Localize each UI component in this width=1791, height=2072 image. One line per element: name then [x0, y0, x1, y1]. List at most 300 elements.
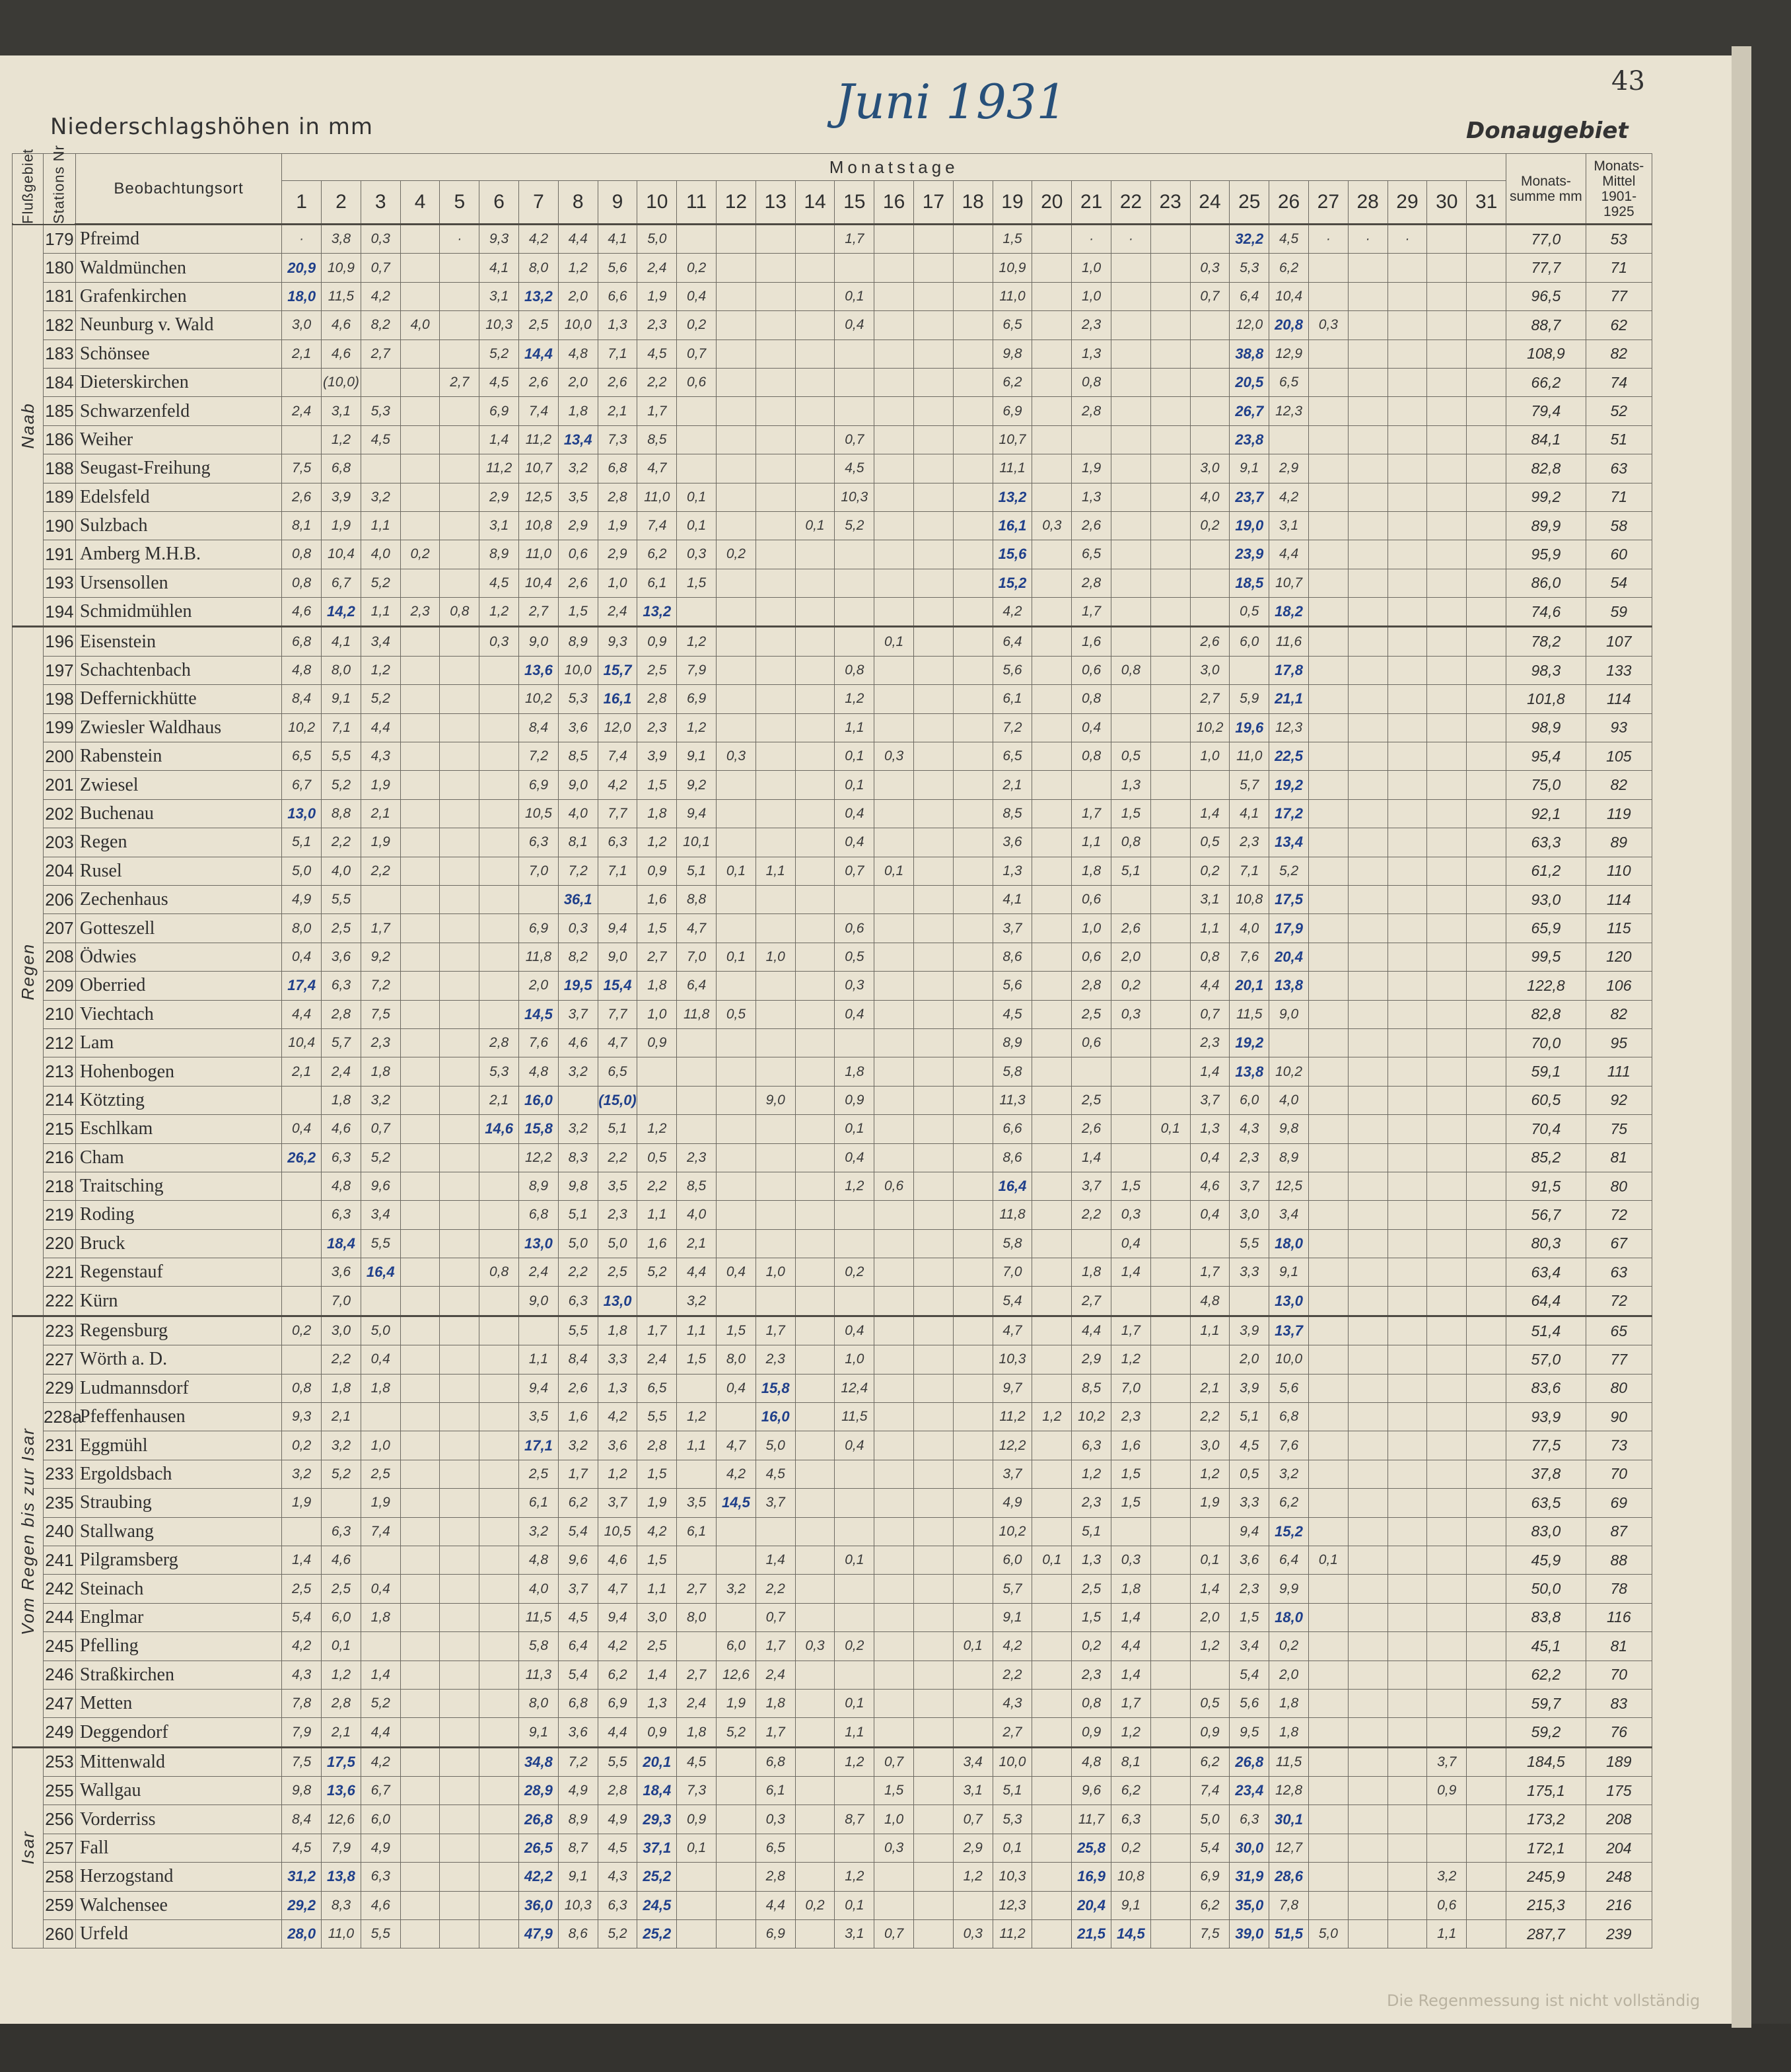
- daily-value: 1,0: [637, 1000, 677, 1028]
- daily-value: [1387, 425, 1427, 454]
- daily-value: [914, 857, 954, 885]
- daily-value: [440, 1229, 479, 1258]
- daily-value: 10,0: [1269, 1345, 1309, 1374]
- daily-value: [874, 943, 914, 971]
- station-name: Ödwies: [75, 943, 281, 971]
- daily-value: [1032, 972, 1072, 1000]
- daily-value: [874, 339, 914, 368]
- daily-value: 11,8: [677, 1000, 717, 1028]
- daily-value: [755, 511, 795, 540]
- daily-value: [1427, 254, 1467, 282]
- daily-value: 6,2: [1111, 1777, 1150, 1805]
- daily-value: 9,4: [598, 914, 637, 943]
- daily-value: [874, 282, 914, 310]
- station-number: 197: [43, 656, 75, 684]
- daily-value: [1032, 885, 1072, 913]
- daily-value: [1150, 685, 1190, 713]
- station-name: Edelsfeld: [75, 483, 281, 511]
- daily-value: [1467, 1546, 1506, 1574]
- daily-value: [1032, 1143, 1072, 1172]
- daily-value: 4,7: [677, 914, 717, 943]
- daily-value: [440, 425, 479, 454]
- daily-value: 12,8: [1269, 1777, 1309, 1805]
- daily-value: 4,5: [479, 368, 519, 396]
- monthly-mean: 111: [1586, 1057, 1652, 1086]
- daily-value: [953, 627, 993, 656]
- daily-value: 5,2: [637, 1258, 677, 1287]
- daily-value: [1348, 1086, 1387, 1114]
- daily-value: [1467, 311, 1506, 339]
- daily-value: [1230, 656, 1269, 684]
- daily-value: 7,6: [1269, 1431, 1309, 1460]
- daily-value: [1032, 771, 1072, 799]
- daily-value: [479, 1689, 519, 1717]
- daily-value: 0,1: [1190, 1546, 1230, 1574]
- daily-value: 0,3: [558, 914, 598, 943]
- table-row: [13, 1747, 1652, 1776]
- daily-value: [1308, 656, 1348, 684]
- daily-value: [400, 254, 440, 282]
- daily-value: 6,7: [322, 569, 361, 597]
- daily-value: 3,2: [519, 1517, 559, 1546]
- station-number: 199: [43, 713, 75, 742]
- daily-value: 1,9: [1072, 454, 1111, 483]
- daily-value: [1427, 397, 1467, 425]
- monthly-sum: 95,9: [1506, 540, 1586, 569]
- daily-value: 4,0: [400, 311, 440, 339]
- daily-value: 6,4: [1230, 282, 1269, 310]
- daily-value: 1,5: [993, 225, 1032, 254]
- daily-value: [755, 1057, 795, 1086]
- daily-value: [1032, 1431, 1072, 1460]
- daily-value: [400, 1201, 440, 1229]
- daily-value: 10,8: [1111, 1863, 1150, 1891]
- daily-value: [1427, 225, 1467, 254]
- daily-value: [1308, 1143, 1348, 1172]
- daily-value: 1,5: [1111, 1460, 1150, 1488]
- daily-value: [914, 1000, 954, 1028]
- daily-value: 6,9: [1190, 1863, 1230, 1891]
- daily-value: [361, 454, 400, 483]
- daily-value: [953, 1403, 993, 1431]
- monthly-sum: 83,6: [1506, 1374, 1586, 1402]
- daily-value: [755, 742, 795, 771]
- table-row: [13, 1632, 1652, 1661]
- daily-value: [1348, 1747, 1387, 1776]
- daily-value: [795, 1143, 835, 1172]
- daily-value: 3,6: [598, 1431, 637, 1460]
- daily-value: 14,6: [479, 1115, 519, 1143]
- daily-value: [440, 1834, 479, 1862]
- table-row: [13, 1057, 1652, 1086]
- daily-value: [1467, 1258, 1506, 1287]
- daily-value: 0,1: [835, 1891, 874, 1919]
- daily-value: 7,5: [282, 1747, 322, 1776]
- daily-value: [1308, 1689, 1348, 1717]
- daily-value: [795, 713, 835, 742]
- daily-value: [1032, 1632, 1072, 1661]
- daily-value: [400, 972, 440, 1000]
- daily-value: 3,4: [953, 1747, 993, 1776]
- daily-value: 0,7: [755, 1603, 795, 1631]
- daily-value: 10,2: [519, 685, 559, 713]
- daily-value: 6,8: [1269, 1403, 1309, 1431]
- daily-value: [835, 1603, 874, 1631]
- daily-value: 16,0: [519, 1086, 559, 1114]
- station-number: 214: [43, 1086, 75, 1114]
- station-number: 253: [43, 1747, 75, 1776]
- daily-value: [400, 1517, 440, 1546]
- daily-value: 6,5: [1072, 540, 1111, 569]
- daily-value: 4,6: [322, 1115, 361, 1143]
- daily-value: [953, 1431, 993, 1460]
- daily-value: 3,5: [519, 1403, 559, 1431]
- header-station-no: Stations Nr: [43, 154, 75, 225]
- daily-value: [795, 368, 835, 396]
- daily-value: [874, 1718, 914, 1747]
- daily-value: (10,0): [322, 368, 361, 396]
- daily-value: [479, 685, 519, 713]
- station-name: Eisenstein: [75, 627, 281, 656]
- daily-value: [1348, 828, 1387, 857]
- header-day: 22: [1111, 181, 1150, 225]
- table-row: [13, 1316, 1652, 1345]
- daily-value: [400, 397, 440, 425]
- daily-value: 1,6: [637, 885, 677, 913]
- daily-value: 3,2: [361, 483, 400, 511]
- daily-value: [795, 1805, 835, 1834]
- monthly-sum: 59,7: [1506, 1689, 1586, 1717]
- daily-value: [1032, 656, 1072, 684]
- daily-value: 5,2: [322, 1460, 361, 1488]
- daily-value: [835, 1229, 874, 1258]
- daily-value: [953, 742, 993, 771]
- table-row: [13, 972, 1652, 1000]
- daily-value: [479, 1632, 519, 1661]
- station-number: 256: [43, 1805, 75, 1834]
- daily-value: 1,5: [1111, 799, 1150, 828]
- daily-value: [874, 1086, 914, 1114]
- daily-value: 5,7: [322, 1028, 361, 1057]
- daily-value: [835, 598, 874, 627]
- station-name: Deggendorf: [75, 1718, 281, 1747]
- daily-value: 10,4: [282, 1028, 322, 1057]
- daily-value: [1150, 1316, 1190, 1345]
- daily-value: 4,1: [598, 225, 637, 254]
- daily-value: 2,1: [361, 799, 400, 828]
- daily-value: [677, 225, 717, 254]
- table-row: [13, 1000, 1652, 1028]
- daily-value: 5,5: [361, 1920, 400, 1948]
- daily-value: 5,8: [519, 1632, 559, 1661]
- monthly-sum: 59,1: [1506, 1057, 1586, 1086]
- daily-value: 2,9: [1072, 1345, 1111, 1374]
- daily-value: 6,8: [322, 454, 361, 483]
- daily-value: 6,5: [993, 311, 1032, 339]
- daily-value: 2,3: [400, 598, 440, 627]
- daily-value: [914, 1229, 954, 1258]
- daily-value: [1032, 1229, 1072, 1258]
- daily-value: 2,3: [1072, 1661, 1111, 1689]
- daily-value: [953, 1057, 993, 1086]
- daily-value: [874, 771, 914, 799]
- daily-value: [440, 254, 479, 282]
- daily-value: [1150, 1747, 1190, 1776]
- daily-value: [755, 799, 795, 828]
- daily-value: [440, 799, 479, 828]
- daily-value: ·: [282, 225, 322, 254]
- daily-value: [874, 1374, 914, 1402]
- daily-value: 2,9: [598, 540, 637, 569]
- daily-value: 5,3: [993, 1805, 1032, 1834]
- daily-value: [717, 454, 756, 483]
- daily-value: [1427, 914, 1467, 943]
- daily-value: 1,0: [1072, 282, 1111, 310]
- daily-value: 2,6: [558, 569, 598, 597]
- daily-value: [1427, 1143, 1467, 1172]
- daily-value: 1,7: [755, 1316, 795, 1345]
- monthly-mean: 70: [1586, 1460, 1652, 1488]
- daily-value: 1,7: [637, 397, 677, 425]
- daily-value: [914, 914, 954, 943]
- daily-value: 11,5: [519, 1603, 559, 1631]
- daily-value: 0,2: [1190, 511, 1230, 540]
- daily-value: [479, 1661, 519, 1689]
- daily-value: 7,5: [361, 1000, 400, 1028]
- daily-value: 5,2: [361, 1689, 400, 1717]
- daily-value: 2,5: [637, 656, 677, 684]
- daily-value: 11,3: [519, 1661, 559, 1689]
- daily-value: [1111, 627, 1150, 656]
- daily-value: 1,8: [558, 397, 598, 425]
- daily-value: 8,1: [1111, 1747, 1150, 1776]
- daily-value: [717, 483, 756, 511]
- monthly-sum: 66,2: [1506, 368, 1586, 396]
- daily-value: 1,0: [755, 1258, 795, 1287]
- daily-value: 1,1: [835, 1718, 874, 1747]
- daily-value: [1387, 397, 1427, 425]
- daily-value: 1,6: [558, 1403, 598, 1431]
- daily-value: [479, 857, 519, 885]
- daily-value: [1308, 1258, 1348, 1287]
- daily-value: [1032, 1891, 1072, 1919]
- daily-value: [795, 425, 835, 454]
- monthly-sum: 93,9: [1506, 1403, 1586, 1431]
- daily-value: [953, 282, 993, 310]
- daily-value: 0,5: [1190, 1689, 1230, 1717]
- daily-value: 0,7: [835, 425, 874, 454]
- daily-value: 8,4: [282, 685, 322, 713]
- daily-value: 1,4: [1190, 1057, 1230, 1086]
- daily-value: 6,9: [519, 914, 559, 943]
- daily-value: 5,6: [1230, 1689, 1269, 1717]
- daily-value: 3,9: [637, 742, 677, 771]
- daily-value: [755, 885, 795, 913]
- daily-value: [1387, 1891, 1427, 1919]
- daily-value: 1,2: [1111, 1718, 1150, 1747]
- daily-value: [914, 1777, 954, 1805]
- daily-value: 1,9: [361, 828, 400, 857]
- daily-value: 0,9: [637, 1718, 677, 1747]
- daily-value: [361, 1287, 400, 1316]
- daily-value: 4,4: [282, 1000, 322, 1028]
- table-row: [13, 1086, 1652, 1114]
- daily-value: [1467, 885, 1506, 913]
- daily-value: 3,7: [558, 1000, 598, 1028]
- daily-value: 1,6: [1072, 627, 1111, 656]
- table-row: [13, 799, 1652, 828]
- station-name: Schwarzenfeld: [75, 397, 281, 425]
- daily-value: [795, 254, 835, 282]
- daily-value: [1348, 540, 1387, 569]
- daily-value: [1032, 627, 1072, 656]
- daily-value: [440, 1546, 479, 1574]
- daily-value: [1348, 771, 1387, 799]
- header-day: 9: [598, 181, 637, 225]
- daily-value: [322, 1489, 361, 1517]
- daily-value: [1387, 1028, 1427, 1057]
- daily-value: [1348, 713, 1387, 742]
- daily-value: 4,0: [361, 540, 400, 569]
- monthly-mean: 87: [1586, 1517, 1652, 1546]
- daily-value: [1032, 1747, 1072, 1776]
- daily-value: 1,1: [835, 713, 874, 742]
- daily-value: 2,3: [1190, 1028, 1230, 1057]
- monthly-sum: 83,0: [1506, 1517, 1586, 1546]
- daily-value: [440, 1632, 479, 1661]
- table-row: [13, 885, 1652, 913]
- daily-value: 2,0: [1269, 1661, 1309, 1689]
- daily-value: [440, 1747, 479, 1776]
- daily-value: [1467, 1920, 1506, 1948]
- daily-value: 2,5: [1072, 1575, 1111, 1603]
- daily-value: 9,6: [558, 1546, 598, 1574]
- daily-value: [953, 1115, 993, 1143]
- daily-value: [1111, 569, 1150, 597]
- daily-value: [1467, 1834, 1506, 1862]
- daily-value: 4,3: [1230, 1115, 1269, 1143]
- daily-value: 0,3: [361, 225, 400, 254]
- daily-value: 15,2: [993, 569, 1032, 597]
- daily-value: 10,3: [993, 1345, 1032, 1374]
- daily-value: 6,0: [717, 1632, 756, 1661]
- daily-value: 3,2: [558, 1431, 598, 1460]
- daily-value: 1,3: [637, 1689, 677, 1717]
- daily-value: [677, 1115, 717, 1143]
- daily-value: [479, 1575, 519, 1603]
- daily-value: 1,0: [1072, 254, 1111, 282]
- daily-value: [479, 1747, 519, 1776]
- daily-value: 4,5: [361, 425, 400, 454]
- daily-value: 8,5: [637, 425, 677, 454]
- station-number: 227: [43, 1345, 75, 1374]
- daily-value: [479, 1834, 519, 1862]
- daily-value: 2,1: [282, 339, 322, 368]
- daily-value: 6,2: [558, 1489, 598, 1517]
- daily-value: 2,7: [440, 368, 479, 396]
- daily-value: [835, 540, 874, 569]
- daily-value: [440, 540, 479, 569]
- daily-value: [479, 1489, 519, 1517]
- daily-value: 31,9: [1230, 1863, 1269, 1891]
- daily-value: [440, 1718, 479, 1747]
- daily-value: [1427, 857, 1467, 885]
- daily-value: [1467, 483, 1506, 511]
- daily-value: 2,8: [755, 1863, 795, 1891]
- daily-value: 6,6: [993, 1115, 1032, 1143]
- daily-value: [1387, 282, 1427, 310]
- daily-value: [795, 1920, 835, 1948]
- daily-value: 2,8: [1072, 569, 1111, 597]
- daily-value: [717, 1834, 756, 1862]
- daily-value: 2,6: [558, 1374, 598, 1402]
- daily-value: [914, 1403, 954, 1431]
- daily-value: [1427, 1431, 1467, 1460]
- daily-value: [1427, 1316, 1467, 1345]
- daily-value: [914, 656, 954, 684]
- daily-value: [914, 1689, 954, 1717]
- daily-value: [1348, 1316, 1387, 1345]
- daily-value: [835, 1201, 874, 1229]
- daily-value: [914, 282, 954, 310]
- daily-value: [874, 656, 914, 684]
- table-row: [13, 1777, 1652, 1805]
- header-day: 5: [440, 181, 479, 225]
- daily-value: [1348, 1201, 1387, 1229]
- daily-value: [1150, 1517, 1190, 1546]
- daily-value: 3,1: [1190, 885, 1230, 913]
- daily-value: [1467, 540, 1506, 569]
- daily-value: 6,5: [993, 742, 1032, 771]
- daily-value: [1150, 857, 1190, 885]
- daily-value: [874, 225, 914, 254]
- daily-value: 0,1: [835, 1689, 874, 1717]
- daily-value: [874, 1575, 914, 1603]
- daily-value: [400, 1920, 440, 1948]
- daily-value: [1387, 1143, 1427, 1172]
- daily-value: 1,4: [361, 1661, 400, 1689]
- monthly-sum: 93,0: [1506, 885, 1586, 913]
- daily-value: [795, 1489, 835, 1517]
- daily-value: [1467, 1374, 1506, 1402]
- daily-value: 7,2: [361, 972, 400, 1000]
- station-name: Bruck: [75, 1229, 281, 1258]
- daily-value: [953, 1374, 993, 1402]
- daily-value: [361, 1632, 400, 1661]
- daily-value: [1308, 1603, 1348, 1631]
- daily-value: [400, 943, 440, 971]
- daily-value: 4,5: [598, 1834, 637, 1862]
- daily-value: [717, 282, 756, 310]
- daily-value: [755, 1115, 795, 1143]
- daily-value: 6,3: [1072, 1431, 1111, 1460]
- daily-value: [874, 569, 914, 597]
- daily-value: [795, 1258, 835, 1287]
- daily-value: [717, 914, 756, 943]
- daily-value: [835, 368, 874, 396]
- daily-value: 13,7: [1269, 1316, 1309, 1345]
- station-number: 229: [43, 1374, 75, 1402]
- station-number: 196: [43, 627, 75, 656]
- monthly-sum: 51,4: [1506, 1316, 1586, 1345]
- daily-value: [874, 254, 914, 282]
- daily-value: [1150, 1345, 1190, 1374]
- daily-value: [440, 1287, 479, 1316]
- daily-value: 7,0: [322, 1287, 361, 1316]
- daily-value: [1467, 1086, 1506, 1114]
- daily-value: 14,4: [519, 339, 559, 368]
- daily-value: [914, 540, 954, 569]
